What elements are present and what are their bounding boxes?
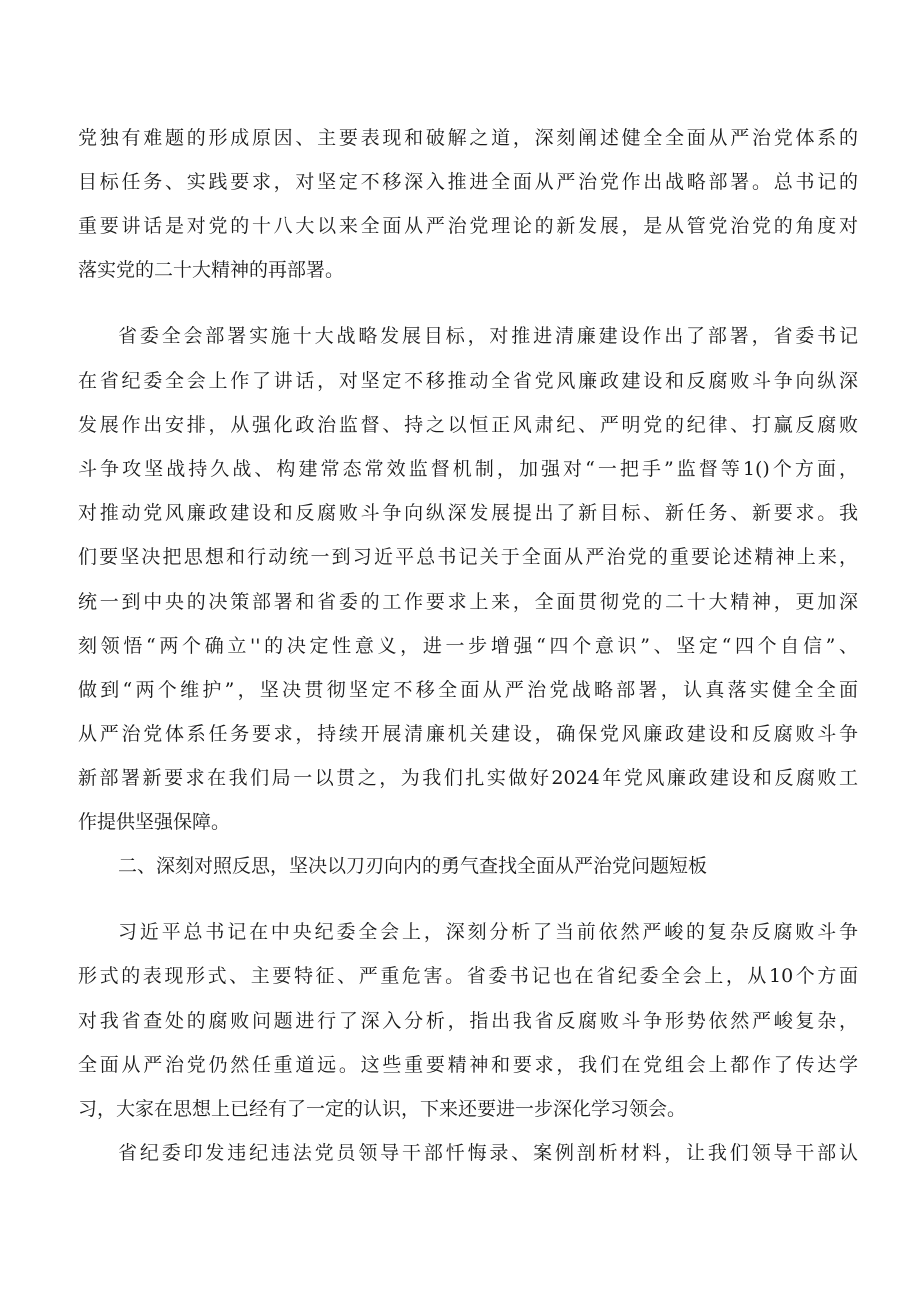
text-line: 省委全会部署实施十大战略发展目标，对推进清廉建设作出了部署，省委书记	[118, 325, 858, 347]
text-line: 从严治党体系任务要求，持续开展清廉机关建设，确保党风廉政建设和反腐败斗争	[78, 723, 858, 745]
text-line: 们要坚决把思想和行动统一到习近平总书记关于全面从严治党的重要论述精神上来，	[78, 546, 858, 568]
text-line: 全面从严治党仍然任重道远。这些重要精神和要求，我们在党组会上都作了传达学	[78, 1054, 858, 1076]
text-line: 作提供坚强保障。	[78, 811, 231, 833]
text-line: 形式的表现形式、主要特征、严重危害。省委书记也在省纪委全会上，从10个方面	[78, 965, 858, 987]
text-line: 落实党的二十大精神的再部署。	[78, 259, 345, 281]
text-line: 新部署新要求在我们局一以贯之，为我们扎实做好2024年党风廉政建设和反腐败工	[78, 767, 858, 789]
text-line: 对推动党风廉政建设和反腐败斗争向纵深发展提出了新目标、新任务、新要求。我	[78, 502, 858, 524]
text-line: 目标任务、实践要求，对坚定不移深入推进全面从严治党作出战略部署。总书记的	[78, 171, 858, 193]
text-line: 刻领悟“两个确立''的决定性意义，进一步增强“四个意识”、坚定“四个自信”、	[78, 635, 858, 657]
text-line: 省纪委印发违纪违法党员领导干部忏悔录、案例剖析材料，让我们领导干部认	[118, 1142, 858, 1164]
text-line: 习，大家在思想上已经有了一定的认识，下来还要进一步深化学习领会。	[78, 1098, 687, 1120]
text-line: 发展作出安排，从强化政治监督、持之以恒正风肃纪、严明党的纪律、打赢反腐败	[78, 414, 858, 436]
text-line: 做到“两个维护”，坚决贯彻坚定不移全面从严治党战略部署，认真落实健全全面	[78, 679, 858, 701]
text-line: 习近平总书记在中央纪委全会上，深刻分析了当前依然严峻的复杂反腐败斗争	[118, 921, 858, 943]
text-line: 重要讲话是对党的十八大以来全面从严治党理论的新发展，是从管党治党的角度对	[78, 215, 858, 237]
text-line: 斗争攻坚战持久战、构建常态常效监督机制，加强对“一把手”监督等1()个方面，	[78, 458, 858, 480]
text-line: 统一到中央的决策部署和省委的工作要求上来，全面贯彻党的二十大精神，更加深	[78, 591, 858, 613]
text-line: 党独有难题的形成原因、主要表现和破解之道，深刻阐述健全全面从严治党体系的	[78, 127, 858, 149]
text-line: 对我省查处的腐败问题进行了深入分析，指出我省反腐败斗争形势依然严峻复杂，	[78, 1010, 858, 1032]
section-heading: 二、深刻对照反思，坚决以刀刃向内的勇气查找全面从严治党问题短板	[118, 855, 708, 877]
text-line: 在省纪委全会上作了讲话，对坚定不移推动全省党风廉政建设和反腐败斗争向纵深	[78, 370, 858, 392]
